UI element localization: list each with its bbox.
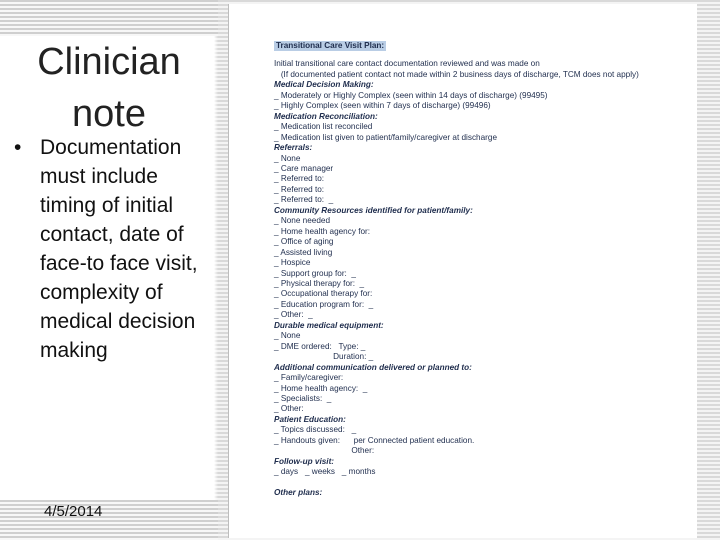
document-line: Other: (274, 446, 375, 456)
document-line: Duration: _ (274, 352, 374, 362)
slide-title-line-1: Clinician (37, 41, 181, 83)
document-line: _ Medication list given to patient/family/caregiver at discharge (274, 132, 497, 142)
section-heading: Medication Reconciliation: (274, 111, 378, 121)
document-line: _ Support group for: _ (274, 268, 356, 278)
bullet-item (14, 133, 214, 365)
document-line: _ None (274, 153, 301, 163)
bottom-stripe-band (0, 500, 218, 540)
section-heading: Additional communication delivered or planned to: (274, 362, 472, 372)
slide-text-panel (0, 0, 218, 540)
section-heading: Referrals: (274, 143, 313, 153)
document-line: (If documented patient contact not made within 2 business days of discharge, TCM does not apply) (274, 69, 639, 79)
document-line: _ Home health agency: _ (274, 383, 368, 393)
document-line: _ Highly Complex (seen within 7 days of discharge) (99496) (274, 101, 491, 111)
document-line: _ Other: _ (274, 310, 313, 320)
document-line: _ Handouts given: per Connected patient education. (274, 435, 475, 445)
document-line: _ days _ weeks _ months (274, 467, 376, 477)
section-heading: Other plans: (274, 487, 323, 497)
document-lines (274, 59, 674, 498)
document-line: _ Topics discussed: _ (274, 425, 357, 435)
section-heading: Patient Education: (274, 414, 346, 424)
document-line: _ Occupational therapy for: (274, 289, 373, 299)
bullet-dot-icon: • (14, 136, 22, 159)
document-title: Transitional Care Visit Plan: (276, 41, 385, 50)
document-line: _ Referred to: (274, 174, 325, 184)
document-line: _ Medication list reconciled (274, 122, 373, 132)
document-line: _ Hospice (274, 258, 311, 268)
bullet-list (14, 133, 214, 365)
document-content (274, 41, 674, 498)
document-line: _ Assisted living (274, 247, 333, 257)
document-line: _ Referred to: _ (274, 195, 334, 205)
document-line: _ Moderately or Highly Complex (seen within 14 days of discharge) (99495) (274, 90, 548, 100)
document-line: _ Education program for: _ (274, 299, 374, 309)
document-line: _ None needed (274, 216, 330, 226)
document-line: _ Family/caregiver: (274, 373, 344, 383)
document-line: _ Home health agency for: (274, 226, 371, 236)
section-heading: Community Resources identified for patient/family: (274, 205, 473, 215)
slide-title-line-2: note (72, 93, 146, 135)
document-line: _ Specialists: _ (274, 393, 332, 403)
document-line: _ Referred to: (274, 184, 325, 194)
line-gap (274, 478, 674, 488)
top-stripe-band (0, 0, 218, 36)
document-line: _ Physical therapy for: _ (274, 278, 365, 288)
slide-title (0, 36, 218, 140)
document-line: _ Office of aging (274, 237, 334, 247)
section-heading: Durable medical equipment: (274, 320, 384, 330)
document-line: _ Care manager (274, 163, 334, 173)
document-line: Initial transitional care contact documentation reviewed and was made on (274, 59, 540, 69)
bullet-text: Documentation must include timing of initial contact, date of face-to face visit, complexity of medical decision making (40, 136, 198, 362)
slide-date: 4/5/2014 (44, 503, 103, 520)
section-heading: Follow-up visit: (274, 456, 335, 466)
document-line: _ None (274, 331, 301, 341)
document-line: _ DME ordered: Type: _ (274, 341, 366, 351)
section-heading: Medical Decision Making: (274, 80, 374, 90)
document-image (228, 4, 697, 538)
document-line: _ Other: (274, 404, 304, 414)
